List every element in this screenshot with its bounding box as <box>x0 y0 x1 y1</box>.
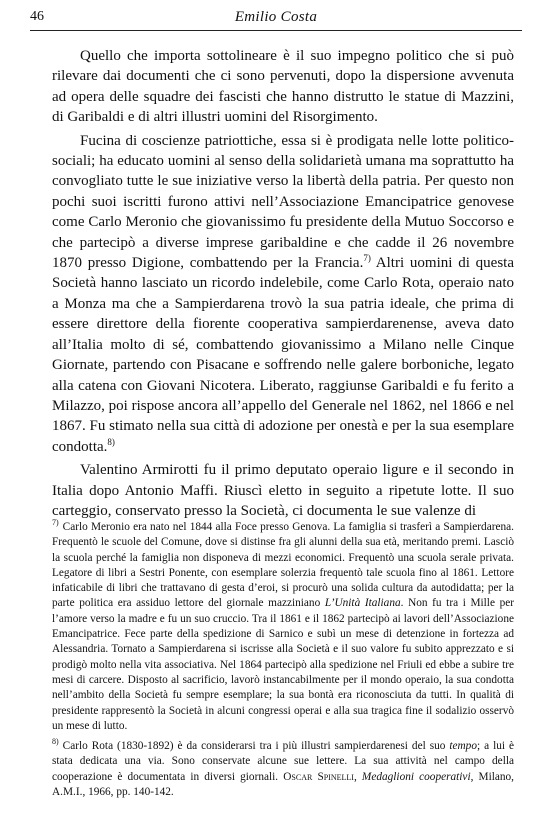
paragraph-text: Fucina di coscienze patriottiche, essa si è prodigata nelle lotte politico-sociali; ha educato uomini al senso della solidarietà umana ma soprattutto ha convogliato tutte le sue iniziative verso la libertà della patria. Per questo non pochi suoi iscritti furono attivi nell’Associazione Emancipatrice genovese come Carlo Meronio che giovanissimo fu presidente della Mutuo Soccorso e che partecipò a diverse imprese garibaldine e che cadde il 26 novembre 1870 presso Digione, combattendo per la Francia. <box>52 132 514 272</box>
footnote-text: , Milano, A.M.I., 1966, pp. 140-142. <box>52 770 515 799</box>
paragraph-text: Altri uomini di questa Società hanno lasciato un ricordo indelebile, come Carlo Rota, operaio nato a Monza ma che a Sampierdarena trovò la sua patria ideale, che prima di essere direttore della fiorente cooperativa sampierdarenense, aveva dato all’Italia molto di sé, combattendo giovanissimo a Milano nelle Cinque Giornate, partendo con Pisacane e soffrendo nelle galere borboniche, legato alla catena con Giovani Nicotera. Liberato, raggiunse Garibaldi e fu ferito a Milazzo, poi rispose ancora all’appello del Generale nel 1862, nel 1866 e nel 1867. Fu stimato nella sua città di adozione per onestà e per la sua esemplare condotta. <box>52 255 514 455</box>
footnote-text: . Non fu tra i Mille per l’amore verso la madre e fu un suo cruccio. Tra il 1861 e il 1862 partecipò ai lavori dell’Associazione Emancipatrice. Fece parte della spedizione di Sarnico e subì un mese di detenzione in fortezza ad Alessandria. Tornato a Sampierdarena si iscrisse alla Società e il suo valore fu subito apprezzato e si prodigò molto nella vita associativa. Nel 1864 partecipò alla spedizione nel Friuli ed ebbe a subire tre mesi di carcere. Disposto al sacrificio, lavorò instancabilmente per il mondo operaio, la sua condotta nell’ambito della Società fu sempre esemplare; la sua bontà era riconosciuta da tutti. In qualità di presidente rappresentò la Società in alcuni congressi operai e alla sua tragica fine il sodalizio osservò un mese di lutto. <box>52 597 515 732</box>
footnote-author: Oscar Spinelli <box>283 770 354 783</box>
footnote-reference: 7) <box>363 253 371 264</box>
footnote-italic-word: tempo <box>449 740 477 753</box>
footnote <box>52 739 514 800</box>
footnote-italic-title: L’Unità Italiana <box>324 597 401 610</box>
footnote-text: Carlo Rota (1830-1892) è da considerarsi tra i più illustri sampierdarenesi del suo <box>62 740 450 753</box>
running-title: Emilio Costa <box>234 9 318 25</box>
paragraph: Valentino Armirotti fu il primo deputato operaio ligure e il secondo in Italia dopo Antonio Maffi. Riuscì eletto in seguito a ripetute lotte. Il suo carteggio, conservato presso la Società, ci documenta le sue valenze di <box>52 462 514 519</box>
footnotes <box>52 520 514 800</box>
footnote-number: 7) <box>52 518 59 528</box>
page-number: 46 <box>30 9 44 24</box>
footnote-text: Carlo Meronio era nato nel 1844 alla Foce presso Genova. La famiglia si trasferì a Sampierdarena. Frequentò le scuole del Comune, dove si distinse fra gli alunni della sua età, meritando premi. Lasciò la scuola perché la famiglia non disponeva di mezzi economici. Frequentò una scuola serale privata. Legatore di libri a Sestri Ponente, con esemplare solerzia frequentò tale scuola fino al 1861. Lettore infaticabile di libri che trattavano di gesta d’eroi, si procurò una solida cultura da autodidatta; per la parte politica era assiduo lettore del giornale mazziniano <box>52 521 514 610</box>
footnote-reference: 8) <box>107 436 115 447</box>
paragraph: Quello che importa sottolineare è il suo impegno politico che si può rilevare dai documenti che ci sono pervenuti, dopo la dispersione avvenuta ad opera delle squadre dei fascisti che hanno distrutto le statue di Mazzini, di Garibaldi e di altri illustri uomini del Risorgimento. <box>52 48 514 126</box>
footnote <box>52 520 514 734</box>
running-header <box>30 8 522 31</box>
footnote-book-title: Medaglioni cooperativi <box>361 770 471 783</box>
footnote-separator: , <box>353 770 362 783</box>
footnote-text: ; a lui è stata dedicata una via. Sono conservate alcune sue lettere. La sua attività nel campo della cooperazione è documentata in diversi giornali. <box>52 740 514 783</box>
footnote-number: 8) <box>52 737 59 747</box>
paragraph <box>52 131 514 458</box>
main-text <box>52 46 514 521</box>
